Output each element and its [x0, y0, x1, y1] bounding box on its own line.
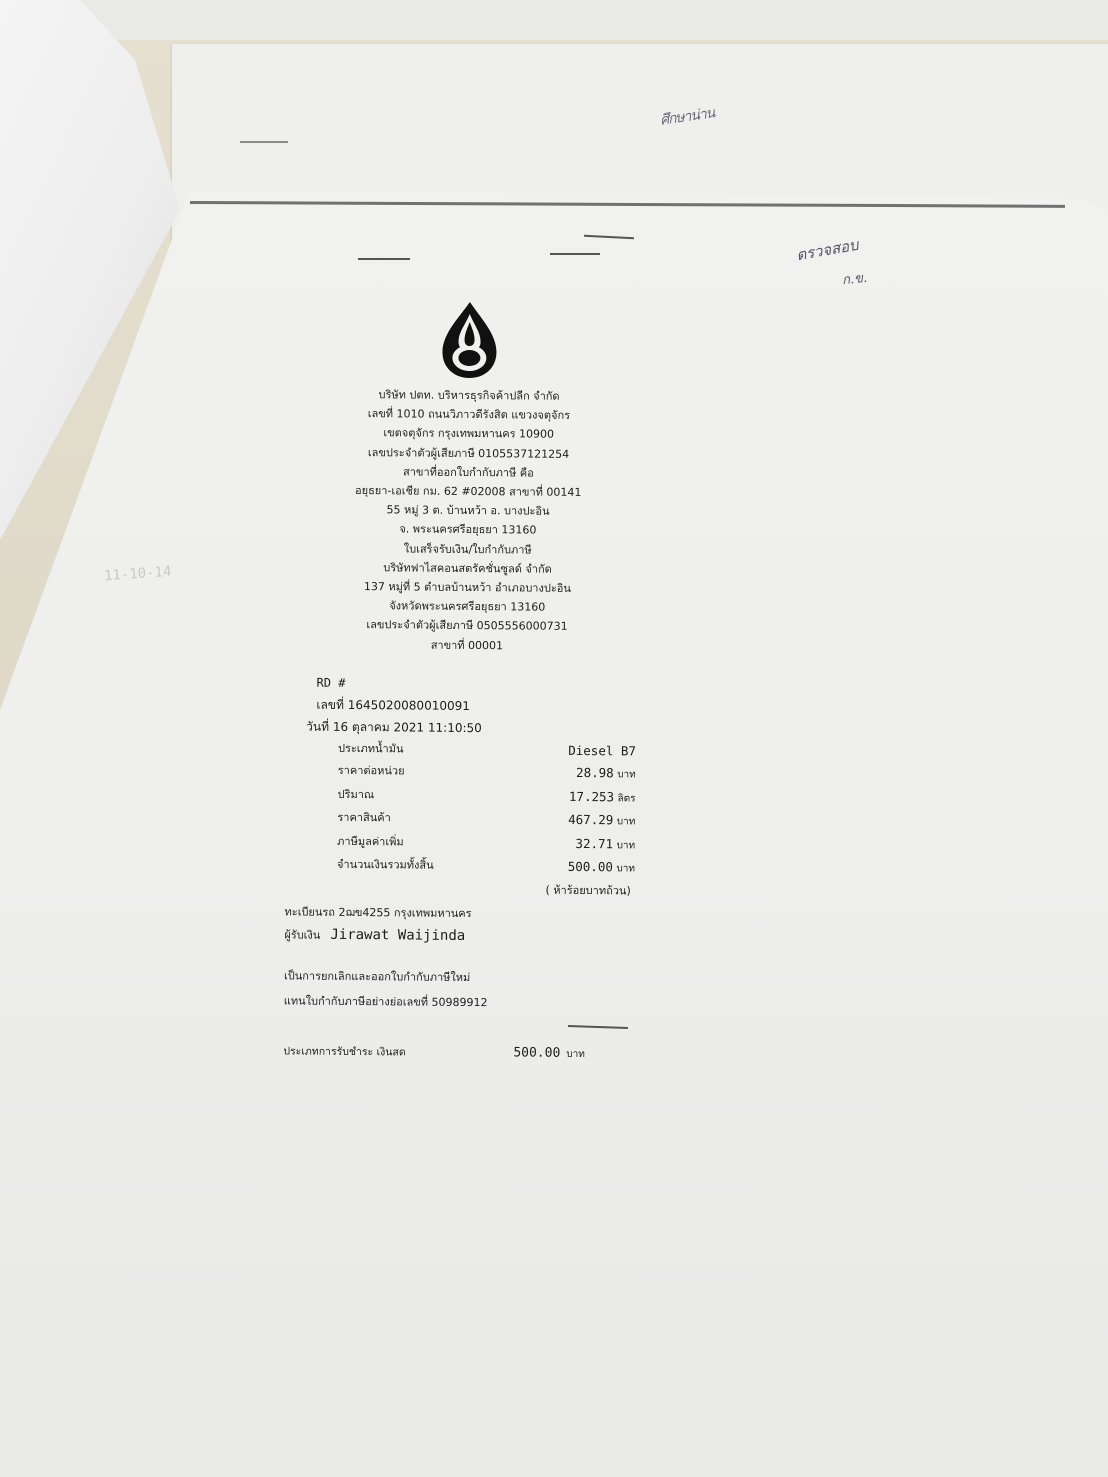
paper-stack	[70, 0, 1108, 40]
item-row	[285, 830, 645, 857]
company-name: บริษัท ปตท. บริหารธุรกิจค้าปลีก จำกัด	[378, 388, 560, 403]
item-unit: บาท	[617, 769, 636, 781]
handwritten-back-note: ศึกษาน่าน	[659, 105, 716, 129]
customer-tax-id: เลขประจำตัวผู้เสียภาษี 0505556000731	[366, 618, 568, 634]
payee	[284, 922, 644, 950]
item-unit: บาท	[616, 863, 635, 875]
handwritten-note-2: ก.ข.	[841, 270, 868, 289]
item-label: ประเภทน้ำมัน	[337, 741, 404, 756]
reissue-note	[284, 963, 644, 1016]
document-type: ใบเสร็จรับเงิน/ใบกำกับภาษี	[403, 542, 532, 557]
customer-address-2: จังหวัดพระนครศรีอยุธยา 13160	[389, 599, 546, 614]
item-label: ราคาสินค้า	[337, 811, 391, 825]
item-unit: ลิตร	[617, 793, 636, 805]
item-list	[285, 737, 646, 880]
fuel-receipt	[283, 288, 650, 1065]
reissue-note-line-1: เป็นการยกเลิกและออกใบกำกับภาษีใหม่	[283, 969, 471, 984]
company-tax-id: เลขประจำตัวผู้เสียภาษี 0105537121254	[367, 445, 570, 461]
item-label: จำนวนเงินรวมทั้งสิ้น	[336, 858, 434, 873]
receipt-meta	[286, 671, 647, 740]
customer-address-1: 137 หมู่ที่ 5 ตำบลบ้านหว้า อำเภอบางปะอิน	[363, 580, 571, 595]
item-value: 32.71	[575, 835, 614, 852]
item-unit: บาท	[616, 816, 636, 828]
customer-branch: สาขาที่ 00001	[430, 638, 504, 652]
branch-label: สาขาที่ออกใบกำกับภาษี คือ	[403, 465, 534, 480]
item-label: ปริมาณ	[337, 787, 375, 802]
amount-in-words: ( ห้าร้อยบาทถ้วน)	[545, 883, 631, 898]
payee-name: Jirawat Waijinda	[330, 926, 466, 944]
payment-label: ประเภทการรับชำระ เงินสด	[283, 1045, 406, 1059]
vehicle-plate: ทะเบียนรถ 2ฌข4255 กรุงเทพมหานคร	[284, 905, 472, 920]
item-row	[285, 854, 645, 881]
mark-dash	[358, 258, 410, 260]
branch-line-2: 55 หมู่ 3 ต. บ้านหว้า อ. บางปะอิน	[386, 503, 550, 518]
payment-amount: 500.00	[513, 1045, 561, 1061]
receipt-date: วันที่ 16 ตุลาคม 2021 11:10:50	[306, 719, 482, 735]
item-value: Diesel B7	[568, 742, 637, 759]
payee-label: ผู้รับเงิน	[284, 928, 321, 942]
item-label: ภาษีมูลค่าเพิ่ม	[337, 834, 404, 849]
item-row	[286, 737, 646, 763]
item-row	[285, 807, 645, 834]
item-value: 500.00	[567, 859, 613, 875]
payment-row	[283, 1041, 643, 1065]
item-unit: บาท	[616, 840, 636, 852]
receipt-number: เลขที่ 1645020080010091	[316, 697, 470, 713]
item-value: 467.29	[568, 812, 614, 828]
company-address-2: เขตจตุจักร กรุงเทพมหานคร 10900	[383, 426, 555, 442]
pencil-date: 11-10-14	[103, 563, 172, 585]
reissue-note-line-2: แทนใบกำกับภาษีอย่างย่อเลขที่ 50989912	[283, 994, 488, 1010]
branch-line-1: อยุธยา-เอเชีย กม. 62 #02008 สาขาที่ 00141	[355, 484, 582, 499]
customer-name: บริษัทฟาไสคอนสตรัคชั่นซูลด์ จำกัด	[383, 561, 552, 576]
item-row	[286, 760, 646, 787]
branch-line-3: จ. พระนครศรีอยุธยา 13160	[399, 522, 537, 538]
item-row	[285, 783, 645, 810]
item-value: 28.98	[576, 765, 614, 781]
mark-dash	[550, 253, 600, 255]
rd-label: RD #	[316, 675, 346, 690]
company-address-1: เลขที่ 1010 ถนนวิภาวดีรังสิต แขวงจตุจักร	[367, 407, 571, 423]
back-dash	[240, 141, 288, 143]
payment-unit: บาท	[566, 1048, 585, 1060]
handwritten-note-1: ตรวจสอบ	[794, 235, 860, 265]
ptt-logo-icon	[436, 300, 503, 381]
item-label: ราคาต่อหน่วย	[337, 764, 405, 778]
item-value: 17.253	[568, 788, 615, 805]
